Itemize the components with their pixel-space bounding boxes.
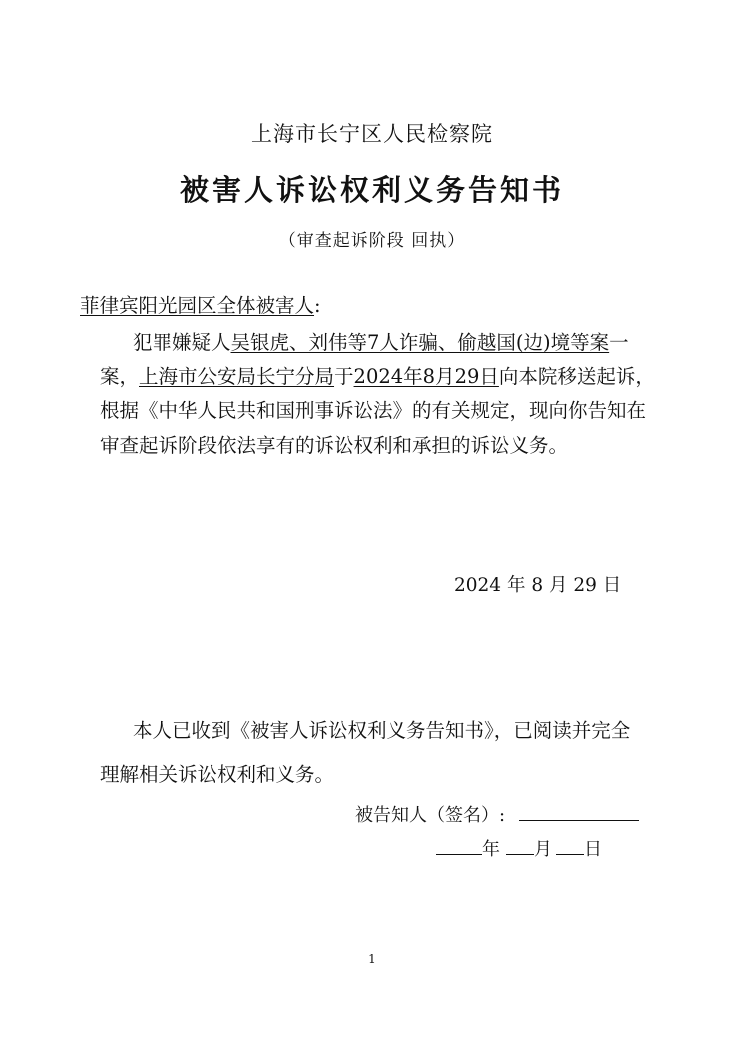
body-text: 一 bbox=[609, 331, 629, 354]
document-title: 被害人诉讼权利义务告知书 bbox=[179, 173, 564, 207]
salutation-colon: : bbox=[314, 294, 321, 317]
signature-label: 被告知人（签名）: bbox=[355, 805, 506, 826]
page-number: 1 bbox=[368, 952, 376, 966]
suspects: 吴银虎、刘伟等7人诈骗、偷越国(边)境等案 bbox=[230, 331, 610, 354]
year-label: 年 bbox=[482, 839, 500, 860]
date-fill-row bbox=[436, 835, 602, 865]
body-text: 向本院移送起诉， bbox=[498, 365, 655, 388]
issue-date: 2024 年 8 月 29 日 bbox=[454, 575, 622, 596]
body-line-3: 根据《中华人民共和国刑事诉讼法》的有关规定，现向你告知在 bbox=[100, 399, 647, 422]
month-blank[interactable] bbox=[506, 853, 534, 855]
body-text: 犯罪嫌疑人 bbox=[133, 331, 231, 354]
body-line-1 bbox=[133, 328, 629, 358]
day-label: 日 bbox=[584, 839, 602, 860]
receipt-line-2: 理解相关诉讼权利和义务。 bbox=[100, 763, 335, 786]
recipient: 菲律宾阳光园区全体被害人 bbox=[80, 294, 315, 317]
body-text: 案， bbox=[100, 365, 140, 388]
transferring-agency: 上海市公安局长宁分局 bbox=[139, 365, 335, 388]
body-line-2 bbox=[100, 362, 655, 392]
receipt-line-1: 本人已收到《被害人诉讼权利义务告知书》，已阅读并完全 bbox=[133, 719, 631, 742]
body-line-4: 审查起诉阶段依法享有的诉讼权利和承担的诉讼义务。 bbox=[100, 434, 569, 457]
transfer-date: 2024年8月29日 bbox=[353, 365, 499, 388]
month-label: 月 bbox=[534, 839, 552, 860]
year-blank[interactable] bbox=[436, 853, 482, 855]
document-subtitle: （审查起诉阶段 回执） bbox=[278, 231, 466, 251]
day-blank[interactable] bbox=[556, 853, 584, 855]
body-text: 于 bbox=[334, 365, 354, 388]
signature-row bbox=[355, 801, 639, 831]
signature-blank[interactable] bbox=[519, 819, 639, 821]
salutation bbox=[80, 291, 321, 321]
organization-name: 上海市长宁区人民检察院 bbox=[251, 122, 493, 146]
